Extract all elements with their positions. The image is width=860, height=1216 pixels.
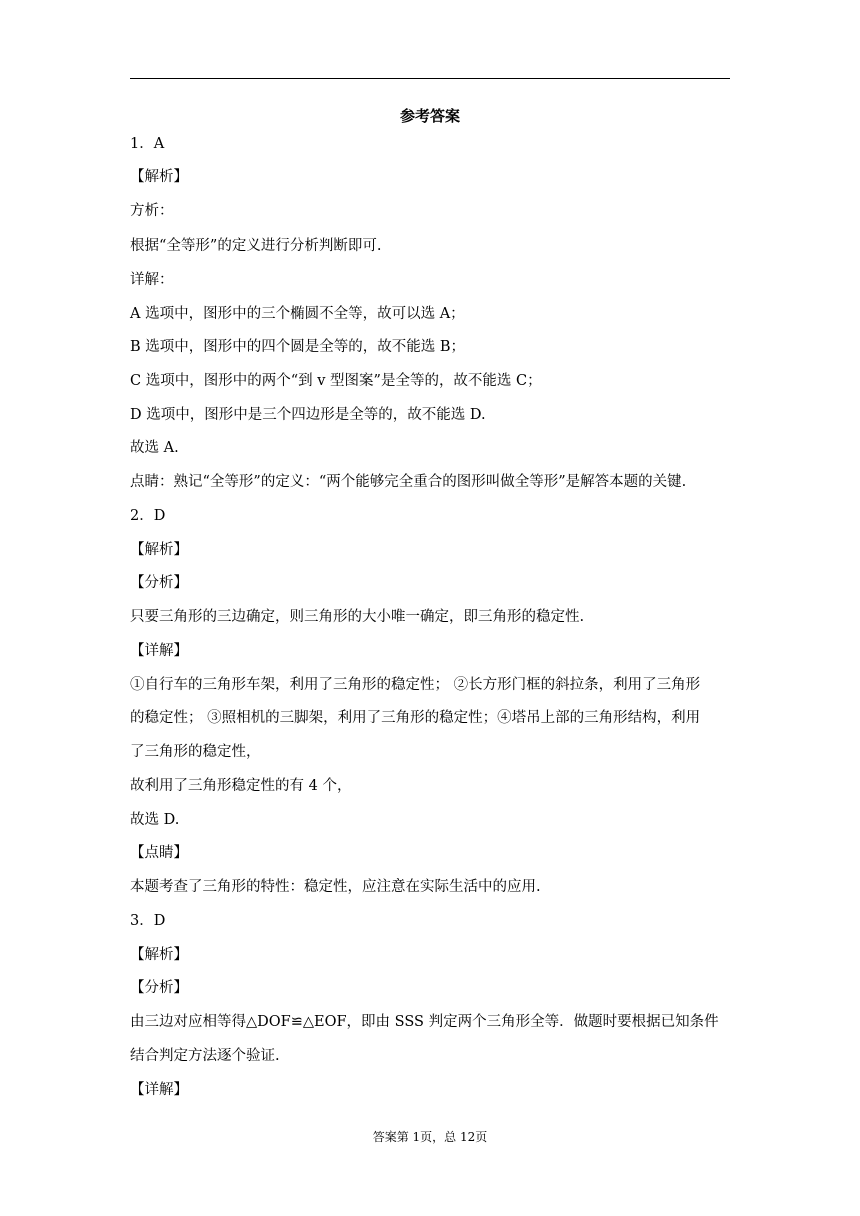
text-line: 1．A (130, 136, 165, 152)
text-line: ①自行车的三角形车架，利用了三角形的稳定性； ②长方形门框的斜拉条，利用了三角形 (130, 677, 701, 693)
page-title: 参考答案 (399, 107, 460, 125)
text-line: C 选项中，图形中的两个“到 v 型图案”是全等的，故不能选 C； (130, 373, 542, 389)
text-line: 【详解】 (130, 643, 188, 659)
text-line: 根据“全等形”的定义进行分析判断即可. (130, 238, 382, 254)
text-line: 详解： (130, 272, 174, 288)
text-line: 了三角形的稳定性， (130, 744, 261, 760)
text-line: 【分析】 (130, 980, 188, 996)
text-line: 故利用了三角形稳定性的有 4 个， (130, 778, 352, 794)
page-footer: 答案第 1页，总 12页 (372, 1130, 488, 1144)
header-rule (130, 78, 730, 79)
text-line: 2．D (130, 508, 166, 524)
text-line: 方析： (130, 203, 174, 219)
text-line: 【分析】 (130, 575, 188, 591)
text-line: 由三边对应相等得△DOF≌△EOF，即由 SSS 判定两个三角形全等．做题时要根据已知条件 (130, 1014, 719, 1030)
text-line: B 选项中，图形中的四个圆是全等的，故不能选 B； (130, 339, 466, 355)
text-line: 【点睛】 (130, 845, 188, 861)
text-line: 只要三角形的三边确定，则三角形的大小唯一确定，即三角形的稳定性. (130, 609, 585, 625)
text-line: 故选 A. (130, 440, 179, 456)
text-line: 结合判定方法逐个验证. (130, 1048, 280, 1064)
text-line: 点睛：熟记“全等形”的定义：“两个能够完全重合的图形叫做全等形”是解答本题的关键. (130, 474, 687, 490)
text-line: 故选 D. (130, 812, 180, 828)
text-line: 【解析】 (130, 947, 188, 963)
text-line: A 选项中，图形中的三个椭圆不全等，故可以选 A； (130, 306, 465, 322)
text-line: 的稳定性； ③照相机的三脚架，利用了三角形的稳定性；④塔吊上部的三角形结构，利用 (130, 710, 701, 726)
text-line: 【解析】 (130, 169, 188, 185)
text-line: 【详解】 (130, 1082, 188, 1098)
text-line: D 选项中，图形中是三个四边形是全等的，故不能选 D. (130, 407, 486, 423)
text-line: 本题考查了三角形的特性：稳定性，应注意在实际生活中的应用. (130, 879, 541, 895)
text-line: 【解析】 (130, 542, 188, 558)
text-line: 3．D (130, 913, 166, 929)
